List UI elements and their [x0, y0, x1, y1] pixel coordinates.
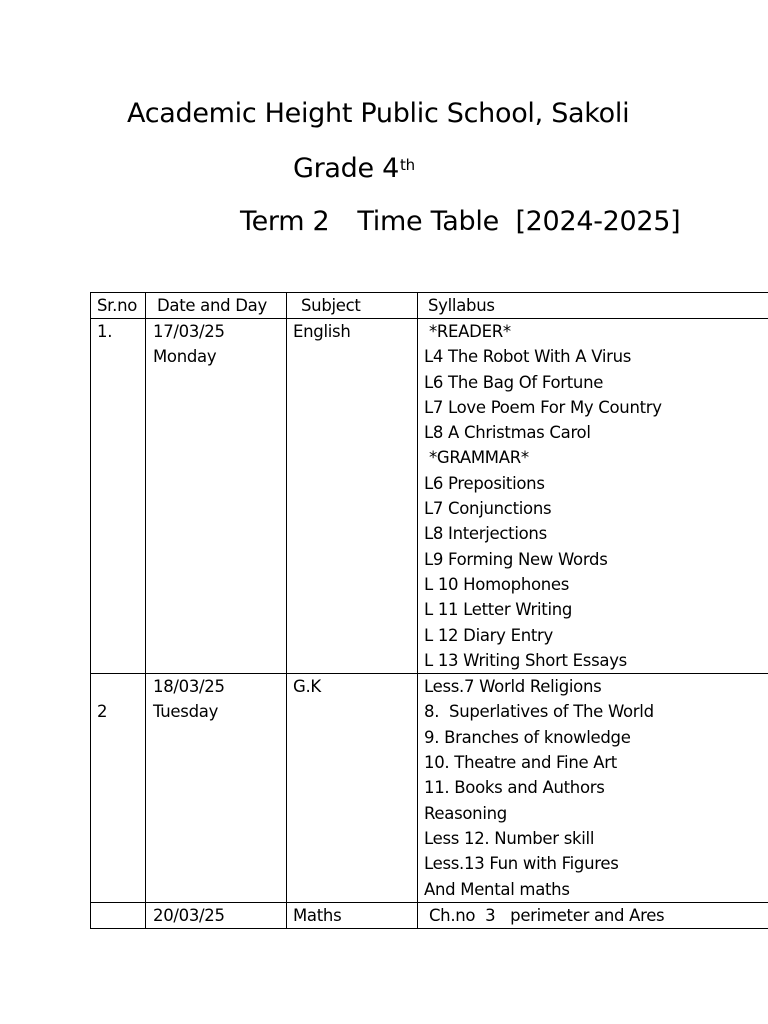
syllabus-cell: [418, 674, 768, 903]
syllabus-item: L7 Love Poem For My Country: [424, 397, 662, 417]
syllabus-item: L 10 Homophones: [424, 574, 570, 594]
exam-date: 17/03/25: [153, 322, 225, 341]
subject-cell: [287, 674, 418, 903]
syllabus-item: Reasoning: [424, 803, 507, 823]
subject-name: Maths: [293, 905, 342, 925]
column-header-syllabus: Syllabus: [418, 293, 768, 319]
subject-name: G.K: [293, 677, 321, 697]
srno-text: 1.: [97, 322, 113, 341]
exam-day: Monday: [153, 347, 217, 367]
syllabus-item: Less.13 Fun with Figures: [424, 854, 619, 874]
syllabus-item: And Mental maths: [424, 879, 570, 899]
srno-text: [97, 903, 145, 928]
syllabus-item: 9. Branches of knowledge: [424, 727, 631, 747]
syllabus-item: Less 12. Number skill: [424, 828, 595, 848]
term-label: Term 2: [240, 206, 330, 237]
syllabus-item: L7 Conjunctions: [424, 499, 552, 519]
timetable-label: Time Table [2024-2025]: [357, 206, 681, 237]
timetable: [90, 292, 768, 929]
table-header-row: [91, 293, 768, 319]
date-cell: [146, 902, 287, 928]
syllabus-item: 11. Books and Authors: [424, 778, 605, 798]
syllabus-cell: [418, 902, 768, 928]
subject-cell: [287, 902, 418, 928]
syllabus-item: L 11 Letter Writing: [424, 600, 573, 620]
exam-date: 20/03/25: [153, 905, 225, 925]
syllabus-item: L8 A Christmas Carol: [424, 423, 591, 443]
grade-title: [293, 153, 415, 185]
grade-label: Grade 4: [293, 153, 399, 184]
school-name: Academic Height Public School, Sakoli: [127, 98, 630, 129]
srno-text: 2: [97, 702, 108, 722]
syllabus-item: L8 Interjections: [424, 524, 547, 544]
date-cell: [146, 319, 287, 674]
exam-day: Tuesday: [153, 702, 219, 722]
exam-date: 18/03/25: [153, 677, 225, 697]
srno-cell: [91, 674, 146, 903]
syllabus-item: L9 Forming New Words: [424, 549, 608, 569]
syllabus-item: Ch.no 3 perimeter and Ares: [424, 905, 665, 925]
syllabus-item: *READER*: [424, 322, 511, 341]
column-header-srno: Sr.no: [91, 293, 146, 319]
grade-suffix: th: [399, 156, 415, 174]
srno-cell: [91, 902, 146, 928]
syllabus-item: 8. Superlatives of The World: [424, 702, 654, 722]
syllabus-item: 10. Theatre and Fine Art: [424, 753, 617, 773]
syllabus-item: *GRAMMAR*: [424, 448, 529, 468]
syllabus-item: L 12 Diary Entry: [424, 625, 553, 645]
column-header-date: Date and Day: [146, 293, 287, 319]
srno-cell: [91, 319, 146, 674]
syllabus-item: L6 Prepositions: [424, 473, 545, 493]
subject-name: English: [293, 322, 351, 341]
subject-cell: [287, 319, 418, 674]
table-row: [91, 319, 768, 674]
table-row: [91, 902, 768, 928]
syllabus-item: Less.7 World Religions: [424, 677, 602, 697]
syllabus-item: L4 The Robot With A Virus: [424, 347, 632, 367]
column-header-subject: Subject: [287, 293, 418, 319]
table-row: [91, 674, 768, 903]
term-title: [240, 206, 680, 238]
syllabus-cell: [418, 319, 768, 674]
date-cell: [146, 674, 287, 903]
syllabus-item: L 13 Writing Short Essays: [424, 650, 627, 670]
syllabus-item: L6 The Bag Of Fortune: [424, 372, 604, 392]
